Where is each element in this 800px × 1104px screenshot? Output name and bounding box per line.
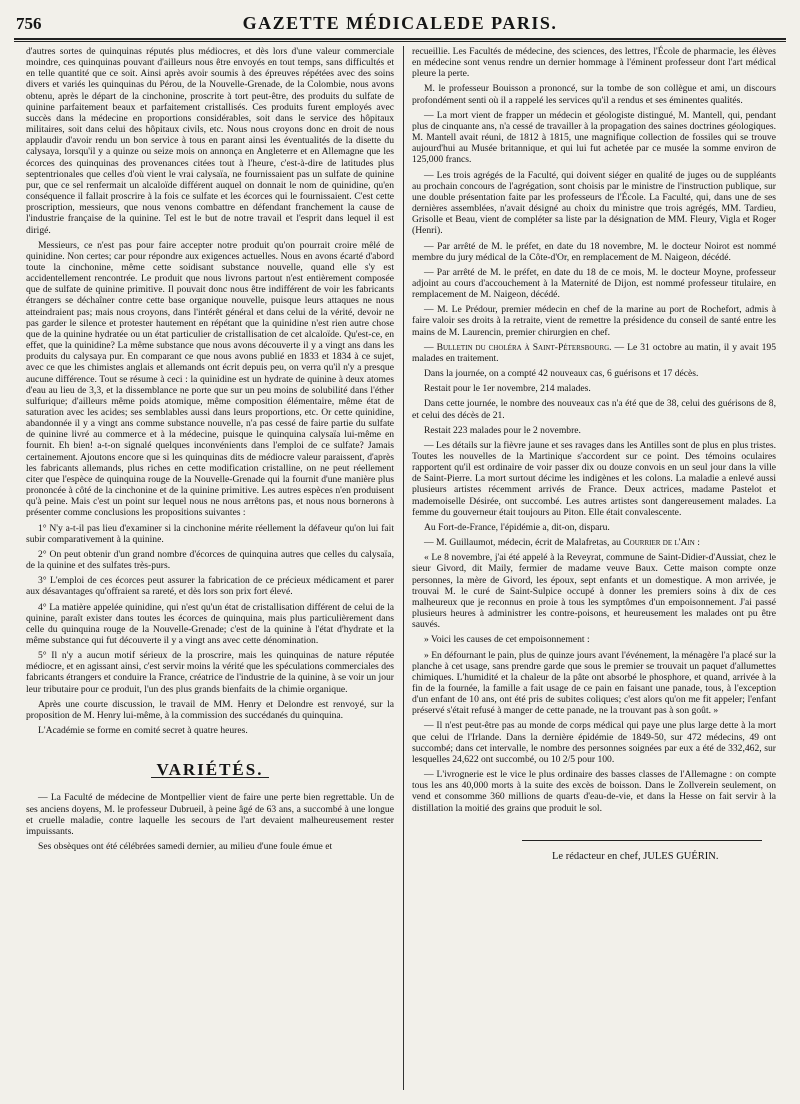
bulletin-line: Dans cette journée, le nombre des nouveaux cas n'a été que de 38, celui des guérisons de 8, et celui des décès de 21. (412, 398, 776, 421)
courrier-paragraph (412, 537, 776, 548)
section-title: VARIÉTÉS. (151, 764, 270, 778)
courrier-intro: — M. Guillaumot, médecin, écrit de Malafretas, au (424, 537, 621, 549)
journal-title: GAZETTE MÉDICALEDE PARIS. (242, 13, 558, 33)
bulletin-text: Le 31 octobre au matin, il y avait 195 malades en traitement. (412, 341, 776, 364)
paragraph: — L'ivrognerie est le vice le plus ordinaire des basses classes de l'Allemagne : on compte tous les ans 40,000 morts à la suite des excès de boisson. Dans le Zollverein seulement, on vend et consomme 360 millions de quarts d'eau-de-vie, et dans la Hesse on fait servir à la distillation la moitié des grains que produit le sol. (412, 769, 776, 814)
paragraph: M. le professeur Bouisson a prononcé, sur la tombe de son collègue et ami, un discours profondément senti où il a rappelé les services qu'il a rendus et ses éminentes qualités. (412, 83, 776, 106)
header-rule-thin (14, 41, 786, 42)
paragraph: « Le 8 novembre, j'ai été appelé à la Reveyrat, commune de Saint-Didier-d'Aussiat, chez le sieur Givord, dit Maily, fermier de madame veuve Baux. Cette maison compte onze personnes, la mère de Givord, les époux, sept enfants et un domestique. A mon arrivée, je trouvai M. le curé de Saint-Sulpice occupé à donner les premiers soins à dix de ces malheureux que je reconnus en proie à tous les symptômes d'un empoisonnement. J'ai passé plusieurs heures à administrer les contre-poisons, et heureusement les malades ont pu être sauvés. (412, 552, 776, 631)
left-column (26, 46, 394, 856)
paragraph: — Par arrêté de M. le préfet, en date du 18 novembre, M. le docteur Noirot est nommé membre du jury médical de la Côte-d'Or, en remplacement de M. Naigeon, décédé. (412, 240, 776, 263)
bulletin-label: — Bulletin du choléra à Saint-Pétersbourg. — (424, 341, 625, 353)
paragraph: — La mort vient de frapper un médecin et géologiste distingué, M. Mantell, qui, pendant plus de cinquante ans, n'a cessé de travailler à la propagation des saines doctrines géologiques. M. Mantell avait réuni, de 1812 à 1815, une magnifique collection de fossiles qui se trouve aujourd'hui au Musée britannique, et qui lui fut achetée par ce musée la somme environ de 125,000 francs. (412, 109, 776, 166)
proposition-item: 1° N'y a-t-il pas lieu d'examiner si la cinchonine mérite réellement la défaveur qu'on lui fait subir comparativement à la quinine. (26, 522, 394, 545)
proposition-item: 3° L'emploi de ces écorces peut assurer la fabrication de ce précieux médicament et parer aux désavantages qu'offraient sa rareté, et dès lors son prix fort élevé. (26, 575, 394, 598)
page-header (14, 10, 786, 40)
paragraph: L'Académie se forme en comité secret à quatre heures. (38, 725, 248, 737)
section-heading (26, 760, 394, 780)
paragraph: Messieurs, ce n'est pas pour faire accepter notre produit qu'on pourrait croire mêlé de quinidine. Non certes; car pour répondre aux exigences actuelles. Nous en avons écarté d'abord toute la cinchonine, même cette soidisant substance nouvelle, quand elle s'y est accidentellement rencontrée. Le produit que nous livrons partout n'est entièrement composée que de sulfate de quinine primitive. Il pouvait donc nous être indifférent de voir les fabricants étrangers se déchaîner contre cette base organique nouvelle, puisque leurs attaques ne nous atteindraient pas; mais nous croyons, dans l'intérêt général et dans celui de la vérité, devoir ne pas garder le silence et protester hautement en répétant que la quinidine n'est rien autre chose que de la quinine hydratée ou un état particulier de cristallisation de cet alcaloïde. Qu'est-ce, en effet, que la quinidine? La même substance que nous avons découverte il y a vingt ans dans les produits du calysaya pur. En comparant ce que nous avons publié en 1833 et 1834 à ce sujet, avec ce que les chimistes anglais et allemands ont écrit depuis peu, on verra qu'il n'y a presque aucune différence. Tout se résume à ceci : la quinidine est un hydrate de quinine à deux atomes d'eau au lieu de 3,3, et la dissemblance ne porte que sur un peu moins de solubilité dans l'éther sulfurique; d'ailleurs même poids atomique, même composition élémentaire, même état de saturation avec les acides; ses semblables aussi dans leurs proportions, etc. Or cette quinidine, abandonnée il y a vingt ans comme substance nouvelle, n'a pas cessé de faire partie du sulfate de quinine livré au commerce et à la médecine, puisque le quinquina calysaïa lui-même en fournit. Eh bien! a-t-on signalé quelques inconvénients dans l'emploi de ce sulfate? Jamais certainement. Ajoutons encore que si les quinquinas dits de médiocre valeur paraissent, d'après les fabricants allemands, plus riches en cette modification cristalline, on ne peut réellement citer que l'espèce de quinquina rouge de la Nouvelle-Grenade qui la fournit d'une manière plus prononcée à côté de la cinchonine et de la quinine primitive. Les autres espèces n'en produisent qu'à peine. Mais c'est un point sur lequel nous ne nous arrêtons pas, et nous nous bornerons à présenter comme conclusions les propositions suivantes : (26, 239, 394, 519)
paragraph: Ses obsèques ont été célébrées samedi dernier, au milieu d'une foule émue et (38, 841, 333, 852)
paragraph: — Les détails sur la fièvre jaune et ses ravages dans les Antilles sont de plus en plus tristes. Toutes les nouvelles de la Martinique s'accordent sur ce point. Des témoins oculaires rapportent qu'il est ordinaire de voir passer dix ou douze convois en un seul jour dans la ville de Saint-Pierre. La mort surtout décime les indigènes et les colons. La maladie a enlevé aussi plusieurs artistes récemment arrivés de France. Deux actrices, madame Pastelot et mademoiselle Désirée, ont succombé. Les autres artistes sont dangereusement malades. La femme du gouverneur était toujours au Piton. Elle était convalescente. (412, 439, 776, 518)
bulletin-line: Restait pour le 1er novembre, 214 malades. (424, 383, 591, 395)
bulletin-line: Restait 223 malades pour le 2 novembre. (424, 424, 581, 436)
bulletin-paragraph (412, 342, 776, 364)
paragraph: — Il n'est peut-être pas au monde de corps médical qui paye une plus large dette à la mort que celui de l'Irlande. Dans la dernière épidémie de 1849-50, sur 472 médecins, 49 ont succombé; dans cet intervalle, le nombre des personnes soignées par eux a été de 332,462, sur lesquelles 24,622 ont succombé, ou 10 2/5 pour 100. (412, 720, 776, 765)
paragraph: — M. Le Prédour, premier médecin en chef de la marine au port de Rochefort, admis à faire valoir ses droits à la retraite, vient de remettre la présidence du conseil de santé entre les mains de M. Laurencin, premier chirurgien en chef. (412, 304, 776, 338)
header-rule (14, 38, 786, 40)
paragraph: — Par arrêté de M. le préfet, en date du 18 de ce mois, M. le docteur Moyne, professeur adjoint au cours d'accouchement à la Maternité de Dijon, est nommé professeur titulaire, en remplacement de M. Naigeon, décédé. (412, 266, 776, 301)
paragraph: — La Faculté de médecine de Montpellier vient de faire une perte bien regrettable. Un de ses anciens doyens, M. le professeur Dubrueil, à peine âgé de 63 ans, a succombé à une longue et cruelle maladie, contre laquelle les secours de l'art devaient malheureusement rester impuissants. (26, 792, 394, 837)
bulletin-line: Dans la journée, on a compté 42 nouveaux cas, 6 guérisons et 17 décès. (424, 368, 699, 380)
editor-signature: Le rédacteur en chef, JULES GUÉRIN. (552, 850, 719, 862)
paragraph: Après une courte discussion, le travail de MM. Henry et Delondre est renvoyé, sur la proposition de M. Henry lui-même, à la commission des succédanés du quinquina. (26, 698, 394, 721)
courrier-name: Courrier de l'Ain : (623, 537, 700, 549)
paragraph: Au Fort-de-France, l'épidémie a, dit-on, disparu. (424, 521, 610, 533)
right-column (412, 46, 776, 866)
paragraph: » En défournant le pain, plus de quinze jours avant l'événement, la ménagère l'a placé sur la planche à cet usage, sans prendre garde que sous le premier se trouvait un paquet d'allumettes chimiques. L'humidité et la chaleur de la pâte ont absorbé le phosphore, et quand, arrivée à la fin de la fournée, la famille a fait usage de ce pain en faisant une panade, tous, à l'exception d'un enfant de 10 ans, ont été pris de subites coliques; c'est alors qu'on me fit appeler; l'enfant préservé s'était refusé à manger de cette panade, ne la trouvant pas à son goût. » (412, 649, 776, 717)
proposition-item: 2° On peut obtenir d'un grand nombre d'écorces de quinquina autres que celles du calysaïa, de la quinine et des sulfates très-purs. (26, 548, 394, 572)
proposition-item: 5° Il n'y a aucun motif sérieux de la proscrire, mais les quinquinas de nature réputée médiocre, et en agissant ainsi, c'est servir moins la vérité que les spéculations commerciales des fabricants étrangers et conduire la France, créatrice de l'industrie de la quinine, à se voir un jour leur tributaire pour ce produit, l'un des plus grands bienfaits de la chimie organique. (26, 650, 394, 695)
paragraph: » Voici les causes de cet empoisonnement : (424, 634, 590, 646)
column-divider (403, 46, 404, 1090)
signature-rule (522, 840, 762, 841)
page-number: 756 (16, 14, 42, 33)
paragraph: — Les trois agrégés de la Faculté, qui doivent siéger en qualité de juges ou de suppléants au prochain concours de l'agrégation, sont choisis par le ministre de l'instruction publique, sur une double présentation faite par les professeurs de l'École. La Faculté, qui, dans une de ses dernières assemblées, n'avait désigné au choix du ministre que trois agrégés, MM. Tardieu, Grisolle et Beau, vient de compléter sa liste par la désignation de MM. Fleury, Vigla et Roger (Henri). (412, 169, 776, 237)
paragraph: d'autres sortes de quinquinas réputés plus médiocres, et dès lors d'une valeur commerciale moindre, ces quinquinas pouvant d'ailleurs nous être envoyés en tout temps, sans difficultés et en telle quantité que ce soit. Ainsi après avoir soumis à des épreuves répétées avec des soins divers et variés les quinquinas du Pérou, de la Nouvelle-Grenade, de la Colombie, nous avons obtenu, après le départ de la cinchonine, proscrite à tort peut-être, des produits du sulfate de quinine parfaitement beaux et parfaitement cristallisés. Ces produits furent employés avec succès dans la médecine en proportions considérables, soit dans le service des hôpitaux militaires, soit dans celui des hôpitaux civils, etc. Nous nous croyons donc en droit de nous applaudir d'avoir rendu un bon service à tous en parant ainsi les éventualités de la disette du calysaya, lorsqu'il y a quinze ou seize mois on annonça en Angleterre et en Allemagne que les écorces des quinquinas des provenances citées tout à l'heure, c'est-à-dire de latitudes plus septentrionales que celles d'où vient le vrai calysaïa, ne fournissaient pas un sulfate de quinine pur, que ce sel renfermait un alcaloïde différent auquel on donnait le nom de quinidine, qu'en conséquence il fallait proscrire à la fois ce sulfate et les écorces qui le fournissaient. C'est cette proscription, messieurs, que nous venons combattre en défendant franchement la cause de l'industrie française de la quinine. Tel est le but de notre travail et l'esprit dans lequel il est dirigé. (26, 46, 394, 236)
paragraph: recueillie. Les Facultés de médecine, des sciences, des lettres, l'École de pharmacie, les élèves en médecine sont venus rendre un dernier hommage à l'éminent professeur dont l'art médical pleure la perte. (412, 46, 776, 80)
proposition-item: 4° La matière appelée quinidine, qui n'est qu'un état de cristallisation différent de celui de la quinine, paraît exister dans toutes les écorces de quinquina, mais plus particulièrement dans celle du quinquina rouge de la Nouvelle-Grenade; c'est de la quinine à l'état d'hydrate et la même substance qui fut découverte il y a vingt ans avec cette dénomination. (26, 601, 394, 646)
